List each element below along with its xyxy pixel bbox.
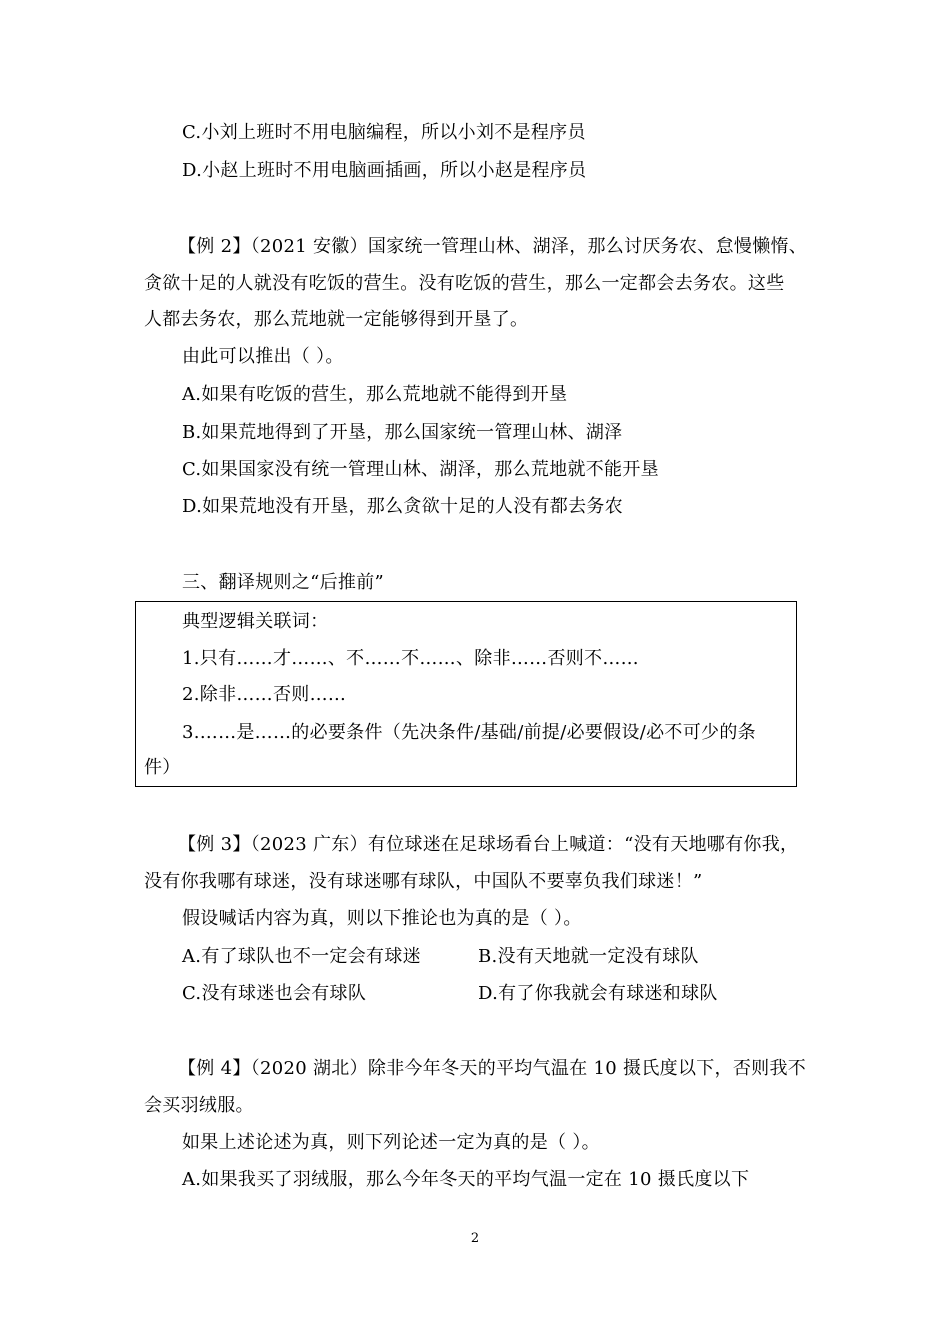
example3-option-c: C.没有球迷也会有球队 xyxy=(182,983,367,1004)
example2-option-a: A.如果有吃饭的营生，那么荒地就不能得到开垦 xyxy=(182,384,568,405)
example2-stem-line3: 人都去务农，那么荒地就一定能够得到开垦了。 xyxy=(144,309,529,330)
example2-option-d: D.如果荒地没有开垦，那么贪欲十足的人没有都去务农 xyxy=(182,496,624,517)
page-number: 2 xyxy=(470,1231,480,1246)
example2-option-c: C.如果国家没有统一管理山林、湖泽，那么荒地就不能开垦 xyxy=(182,459,659,480)
example3-option-a: A.有了球队也不一定会有球迷 xyxy=(182,946,421,967)
example3-option-d: D.有了你我就会有球迷和球队 xyxy=(478,983,718,1004)
keyword-item-2: 2.除非……否则…… xyxy=(182,684,347,705)
example4-option-a: A.如果我买了羽绒服，那么今年冬天的平均气温一定在 10 摄氏度以下 xyxy=(182,1169,750,1190)
example4-stem-line2: 会买羽绒服。 xyxy=(144,1095,254,1116)
keyword-item-3-line2: 件） xyxy=(144,757,181,778)
example3-option-b: B.没有天地就一定没有球队 xyxy=(478,946,699,967)
example2-question: 由此可以推出（ ）。 xyxy=(182,346,344,367)
example4-stem-line1: 【例 4】（2020 湖北）除非今年冬天的平均气温在 10 摄氏度以下，否则我不 xyxy=(178,1058,807,1079)
example3-question: 假设喊话内容为真，则以下推论也为真的是（ ）。 xyxy=(182,908,582,929)
q1-option-d: D.小赵上班时不用电脑画插画，所以小赵是程序员 xyxy=(182,160,587,181)
example2-option-b: B.如果荒地得到了开垦，那么国家统一管理山林、湖泽 xyxy=(182,422,623,443)
keyword-item-3-line1: 3.……是……的必要条件（先决条件/基础/前提/必要假设/必不可少的条 xyxy=(182,722,756,743)
example4-question: 如果上述论述为真，则下列论述一定为真的是（ ）。 xyxy=(182,1132,600,1153)
example3-stem-line2: 没有你我哪有球迷，没有球迷哪有球队，中国队不要辜负我们球迷！” xyxy=(144,871,703,892)
example2-stem-line2: 贪欲十足的人就没有吃饭的营生。没有吃饭的营生，那么一定都会去务农。这些 xyxy=(144,273,785,294)
keywords-title: 典型逻辑关联词： xyxy=(182,611,329,632)
q1-option-c: C.小刘上班时不用电脑编程，所以小刘不是程序员 xyxy=(182,122,586,143)
example2-stem-line1: 【例 2】（2021 安徽）国家统一管理山林、湖泽，那么讨厌务农、怠慢懒惰、 xyxy=(178,236,808,257)
keyword-item-1: 1.只有……才……、不……不……、除非……否则不…… xyxy=(182,648,639,669)
section-heading: 三、翻译规则之“后推前” xyxy=(182,572,385,593)
example3-stem-line1: 【例 3】（2023 广东）有位球迷在足球场看台上喊道：“没有天地哪有你我， xyxy=(178,834,799,855)
